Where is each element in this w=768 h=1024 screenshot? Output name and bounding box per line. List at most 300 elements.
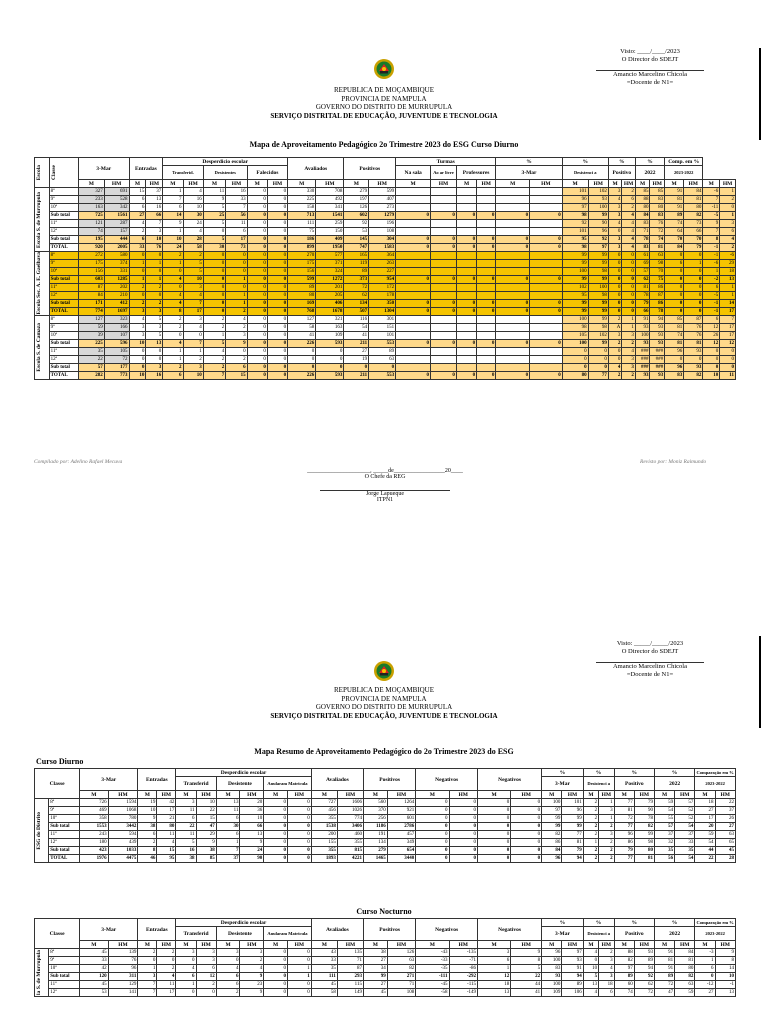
col3-pct-pos: %: [614, 919, 654, 927]
table-cell: 17: [157, 807, 176, 815]
p2-hm-header: HM: [449, 941, 478, 949]
table-cell: 35: [654, 847, 674, 855]
col3-comp: Comparação em %: [696, 919, 734, 925]
table-cell: 85: [635, 188, 650, 196]
p1-m-header: M: [163, 180, 183, 188]
table-cell: 272: [78, 252, 104, 260]
table-cell: 74: [650, 236, 665, 244]
table-cell: 321: [316, 316, 344, 324]
table-cell: 1: [226, 292, 247, 300]
table-cell: 6: [163, 204, 183, 212]
table-cell: 18: [478, 981, 511, 989]
table-cell: 311: [108, 973, 138, 981]
table-cell: [530, 292, 563, 300]
table-cell: 62: [344, 292, 369, 300]
table-row: [35, 268, 736, 276]
table-cell: 79: [684, 244, 703, 252]
table-cell: 96: [542, 855, 562, 863]
table-cell: 99: [562, 260, 588, 268]
table-cell: [530, 268, 563, 276]
table-cell: 82: [387, 965, 416, 973]
table-cell: 954: [369, 276, 396, 284]
table-cell: 0: [163, 284, 183, 292]
table-cell: 0: [608, 356, 622, 364]
table-cell: 1: [176, 981, 196, 989]
table-cell: [431, 356, 457, 364]
table-cell: 59: [675, 989, 695, 997]
table-cell: 169: [288, 300, 316, 308]
table-cell: 1: [183, 348, 203, 356]
table-cell: 0: [665, 276, 684, 284]
table-cell: 45: [80, 949, 109, 957]
table-cell: 0: [456, 236, 476, 244]
table-cell: 1: [216, 839, 240, 847]
table-cell: 0: [530, 340, 563, 348]
col2-pct-2022: %: [654, 769, 694, 777]
p2-hm-header: HM: [387, 941, 416, 949]
table-cell: 15: [157, 847, 176, 855]
table-cell: 0: [449, 839, 478, 847]
table-cell: 134: [344, 300, 369, 308]
table-cell: 0: [176, 989, 196, 997]
table-cell: 0: [720, 356, 736, 364]
table-cell: 0: [511, 839, 542, 847]
p2-hm-header: HM: [511, 941, 542, 949]
table-cell: 1304: [369, 308, 396, 316]
table-cell: 3: [622, 356, 636, 364]
table-cell: [496, 348, 530, 356]
table-cell: 0: [416, 855, 449, 863]
table-cell: 4: [157, 973, 176, 981]
table-cell: 75: [650, 276, 665, 284]
table-cell: 0: [511, 815, 542, 823]
table-cell: 921: [387, 807, 416, 815]
table-cell: 99: [562, 276, 588, 284]
table-cell: 151: [369, 324, 396, 332]
table-cell: -115: [449, 981, 478, 989]
table-cell: 553: [369, 340, 396, 348]
table-cell: 4: [163, 340, 183, 348]
table-cell: 0: [267, 212, 287, 220]
table-cell: 155: [311, 839, 337, 847]
table-cell: 0: [146, 348, 163, 356]
table-cell: 89: [369, 348, 396, 356]
table-cell: 0: [431, 236, 457, 244]
table-cell: 96: [562, 196, 588, 204]
table-cell: 6: [216, 973, 240, 981]
table-cell: 9: [196, 839, 216, 847]
table-cell: 920: [78, 244, 104, 252]
table-cell: [496, 364, 530, 372]
table-cell: 4: [183, 292, 203, 300]
table-cell: 0: [449, 823, 478, 831]
table-cell: 0: [511, 807, 542, 815]
table-cell: 0: [530, 300, 563, 308]
table-cell: -5: [703, 212, 720, 220]
table-cell: 98: [650, 260, 665, 268]
table-cell: 2: [599, 855, 614, 863]
p1-hm-header: HM: [477, 180, 496, 188]
row-class-label: Sub total: [49, 823, 80, 831]
table-cell: 3: [146, 324, 163, 332]
table-cell: 725: [78, 212, 104, 220]
table-cell: 0: [477, 300, 496, 308]
table-cell: [431, 188, 457, 196]
table-cell: 0: [665, 308, 684, 316]
table-cell: 2: [622, 340, 636, 348]
p1-m-header: M: [288, 180, 316, 188]
row-class-label: TOTAL: [49, 308, 78, 316]
table-cell: 0: [456, 340, 476, 348]
table-cell: 13: [583, 981, 598, 989]
table-cell: 12: [196, 973, 216, 981]
p2-hm-header: HM: [562, 941, 583, 949]
table-cell: 0: [622, 292, 636, 300]
table-cell: 1538: [311, 823, 337, 831]
table-cell: 1: [478, 965, 511, 973]
table-cell: 93: [635, 340, 650, 348]
table-cell: 0: [703, 364, 720, 372]
table-cell: 0: [665, 284, 684, 292]
table-cell: 11: [176, 831, 196, 839]
table-cell: 100: [562, 316, 588, 324]
table-cell: 5: [511, 965, 542, 973]
col3-transf: Transferid: [176, 927, 216, 941]
table-cell: 97: [614, 965, 634, 973]
table-cell: 145: [344, 236, 369, 244]
table-cell: 2: [583, 799, 598, 807]
director-label: O Director do SDEJT: [621, 56, 679, 63]
p2-hm-header: HM: [599, 941, 614, 949]
table-cell: 0: [264, 981, 288, 989]
table-cell: 0: [146, 292, 163, 300]
table-cell: 0: [264, 957, 288, 965]
table-cell: 2: [163, 324, 183, 332]
table-cell: 191: [364, 831, 388, 839]
table-cell: 3: [720, 220, 736, 228]
table-cell: 0: [530, 276, 563, 284]
header-service: SERVIÇO DISTRITAL DE EDUCAÇÃO, JUVENTUDE E TECNOLOGIA: [270, 111, 498, 120]
table-cell: 0: [477, 308, 496, 316]
table-cell: 175: [78, 260, 104, 268]
table-cell: 21: [157, 815, 176, 823]
table-cell: 4: [176, 965, 196, 973]
p2-m-header: M: [176, 791, 196, 799]
itpn-label: ITPN1: [376, 497, 394, 503]
table-cell: 22: [695, 855, 715, 863]
table-cell: 273: [369, 204, 396, 212]
table-cell: 0: [588, 348, 608, 356]
table-cell: 93: [635, 324, 650, 332]
table-cell: 79: [634, 799, 654, 807]
col3-pdesist: Desistenci a: [583, 927, 614, 941]
col2-pdesist: Desistenci a: [583, 777, 614, 791]
table-cell: 60: [614, 981, 634, 989]
table-cell: 0: [288, 356, 316, 364]
table-row: [35, 332, 736, 340]
table-cell: 1678: [316, 308, 344, 316]
national-emblem-icon-2: [373, 660, 395, 687]
table-cell: [456, 252, 476, 260]
table-cell: 4: [622, 212, 636, 220]
table-cell: 85: [650, 188, 665, 196]
table-cell: 0: [396, 236, 431, 244]
table-cell: 0: [267, 228, 287, 236]
col2-comp: Comparação em %: [696, 769, 734, 775]
table-cell: 691: [104, 188, 129, 196]
table-cell: 11: [157, 981, 176, 989]
table-cell: 38: [196, 847, 216, 855]
table-cell: 24: [183, 220, 203, 228]
p1-m-header: M: [129, 180, 146, 188]
table-cell: 97: [588, 244, 608, 252]
table-cell: 98: [588, 324, 608, 332]
table-cell: 76: [146, 244, 163, 252]
table-cell: 157: [104, 228, 129, 236]
table-cell: 0: [369, 364, 396, 372]
p2-m-header: M: [654, 941, 674, 949]
table-cell: 0: [622, 260, 636, 268]
table-cell: 19: [138, 799, 157, 807]
table-cell: 81: [684, 340, 703, 348]
table-cell: 11: [157, 831, 176, 839]
table-cell: 106: [562, 989, 583, 997]
table-cell: 2: [226, 324, 247, 332]
table-cell: 594: [108, 831, 138, 839]
table-cell: 82: [542, 831, 562, 839]
table-cell: 135: [337, 949, 363, 957]
page2-nocturno-table: [34, 918, 736, 997]
table-cell: 139: [108, 949, 138, 957]
table-cell: 1: [138, 965, 157, 973]
table-cell: [456, 348, 476, 356]
table-cell: 227: [369, 268, 396, 276]
p2-m-header: M: [542, 941, 562, 949]
table-cell: [530, 260, 563, 268]
table-cell: 7: [720, 316, 736, 324]
table-cell: 89: [665, 212, 684, 220]
table-cell: 74: [665, 220, 684, 228]
table-cell: [456, 332, 476, 340]
p2-m-header: M: [695, 791, 715, 799]
table-cell: 0: [287, 831, 311, 839]
table-cell: 81: [665, 340, 684, 348]
header-district-2: GOVERNO DO DISTRITO DE MURRUPULA: [315, 703, 453, 711]
table-cell: 2: [183, 252, 203, 260]
table-cell: 149: [337, 989, 363, 997]
table-cell: 3: [599, 807, 614, 815]
table-cell: 0: [129, 292, 146, 300]
table-cell: 0: [665, 268, 684, 276]
table-cell: 2: [203, 324, 226, 332]
table-cell: 0: [684, 252, 703, 260]
table-cell: 82: [684, 372, 703, 380]
p1-hm-header: HM: [226, 180, 247, 188]
table-cell: 4: [583, 989, 598, 997]
table-row: [35, 957, 736, 965]
table-cell: 11: [226, 220, 247, 228]
table-cell: 166: [104, 324, 129, 332]
table-cell: 0: [287, 823, 311, 831]
table-cell: 87: [78, 284, 104, 292]
table-cell: 7: [183, 300, 203, 308]
table-cell: [496, 292, 530, 300]
table-cell: 225: [78, 340, 104, 348]
table-cell: 71: [635, 228, 650, 236]
school-name: [35, 252, 50, 316]
table-cell: 0: [684, 356, 703, 364]
table-cell: -71: [449, 957, 478, 965]
table-cell: 46: [138, 855, 157, 863]
p1-hm-header: HM: [684, 180, 703, 188]
table-cell: 2: [608, 372, 622, 380]
table-cell: ###: [650, 356, 665, 364]
p1-m-header: M: [703, 180, 720, 188]
table-cell: 119: [344, 260, 369, 268]
table-cell: 0: [665, 252, 684, 260]
table-cell: 9: [240, 839, 264, 847]
table-cell: 0: [129, 356, 146, 364]
table-cell: 599: [288, 276, 316, 284]
table-cell: 0: [316, 348, 344, 356]
table-cell: 27: [695, 807, 715, 815]
row-class-label: 12ª: [49, 839, 80, 847]
table-cell: 88: [635, 196, 650, 204]
table-cell: 1: [203, 332, 226, 340]
signature-block: [240, 468, 530, 503]
table-cell: [496, 252, 530, 260]
p2-hm-header: HM: [715, 941, 735, 949]
table-cell: 54: [654, 807, 674, 815]
table-cell: 163: [78, 204, 104, 212]
table-cell: -1: [703, 308, 720, 316]
table-cell: 69: [635, 260, 650, 268]
table-cell: 225: [288, 196, 316, 204]
p2-hm-header: HM: [511, 791, 542, 799]
table-cell: 0: [511, 799, 542, 807]
table-cell: 4: [599, 965, 614, 973]
table-cell: 2: [599, 839, 614, 847]
table-cell: 2: [129, 228, 146, 236]
table-cell: 211: [344, 340, 369, 348]
table-cell: 4: [608, 364, 622, 372]
col-desist: Desistentes: [203, 166, 247, 180]
table-cell: 0: [477, 276, 496, 284]
table-row: [35, 188, 736, 196]
table-cell: 126: [387, 949, 416, 957]
table-cell: 1583: [369, 244, 396, 252]
table-cell: 4: [622, 228, 636, 236]
table-cell: 1606: [337, 799, 363, 807]
table-cell: 93: [635, 372, 650, 380]
col3-classe: Classe: [35, 919, 80, 949]
table-cell: [477, 364, 496, 372]
table-cell: 301: [369, 316, 396, 324]
table-cell: 2: [240, 957, 264, 965]
table-cell: [396, 348, 431, 356]
table-cell: [396, 220, 431, 228]
table-cell: 101: [562, 188, 588, 196]
table-cell: 0: [176, 957, 196, 965]
table-cell: 76: [684, 324, 703, 332]
table-cell: 0: [316, 356, 344, 364]
table-cell: 83: [542, 965, 562, 973]
table-cell: 0: [608, 348, 622, 356]
table-cell: 94: [634, 965, 654, 973]
table-cell: 3: [608, 188, 622, 196]
col2-comp2: 2023-2022: [695, 777, 736, 791]
table-cell: 1026: [337, 807, 363, 815]
table-cell: 1893: [311, 855, 337, 863]
col2-pct-mar: %: [542, 769, 584, 777]
table-cell: 33: [80, 957, 109, 965]
table-cell: 7: [146, 220, 163, 228]
table-cell: 5: [583, 973, 598, 981]
table-cell: -1: [703, 300, 720, 308]
table-cell: [496, 356, 530, 364]
header-republic-2: REPUBLICA DE MOÇAMBIQUE: [334, 686, 434, 694]
table-cell: 90: [240, 855, 264, 863]
table-cell: 17: [720, 308, 736, 316]
table-cell: [477, 284, 496, 292]
table-cell: 1541: [316, 212, 344, 220]
table-cell: [396, 324, 431, 332]
table-cell: [431, 220, 457, 228]
table-cell: 15: [226, 372, 247, 380]
table-cell: 0: [267, 252, 287, 260]
row-class-label: 8ª: [49, 799, 80, 807]
jorge-name: Jorge Lapueque: [365, 491, 405, 497]
table-cell: 12: [478, 973, 511, 981]
table-cell: 0: [622, 276, 636, 284]
signer-name-2: Amancio Marcelino Chicola: [612, 663, 687, 670]
table-cell: 1: [146, 276, 163, 284]
row-class-label: 10ª: [49, 268, 78, 276]
table-cell: 6: [622, 196, 636, 204]
table-cell: 27: [364, 957, 388, 965]
p2-m-header: M: [176, 941, 196, 949]
table-cell: [396, 292, 431, 300]
national-emblem-icon: [373, 58, 395, 85]
table-cell: [477, 324, 496, 332]
table-cell: 1285: [104, 276, 129, 284]
p2-hm-header: HM: [287, 941, 311, 949]
table-cell: 107: [104, 332, 129, 340]
row-class-label: TOTAL: [49, 244, 78, 252]
table-cell: 2: [157, 949, 176, 957]
table-cell: 364: [369, 252, 396, 260]
table-cell: 4: [157, 839, 176, 847]
table-cell: [496, 332, 530, 340]
table-cell: 1279: [369, 212, 396, 220]
page2-header: [204, 686, 564, 720]
table-cell: [431, 324, 457, 332]
table-cell: 423: [80, 847, 109, 855]
table-cell: 0: [203, 308, 226, 316]
table-cell: 358: [80, 815, 109, 823]
col2-transf: Transferid: [176, 777, 216, 791]
table-cell: 72: [650, 228, 665, 236]
table-cell: 0: [288, 348, 316, 356]
table-cell: 4: [622, 244, 636, 252]
col2-pct-desist: %: [583, 769, 614, 777]
table-cell: 553: [369, 372, 396, 380]
table-cell: 65: [715, 839, 735, 847]
table-cell: 3: [196, 957, 216, 965]
table-cell: ###: [650, 364, 665, 372]
table-cell: 24: [163, 244, 183, 252]
table-cell: 10: [183, 204, 203, 212]
